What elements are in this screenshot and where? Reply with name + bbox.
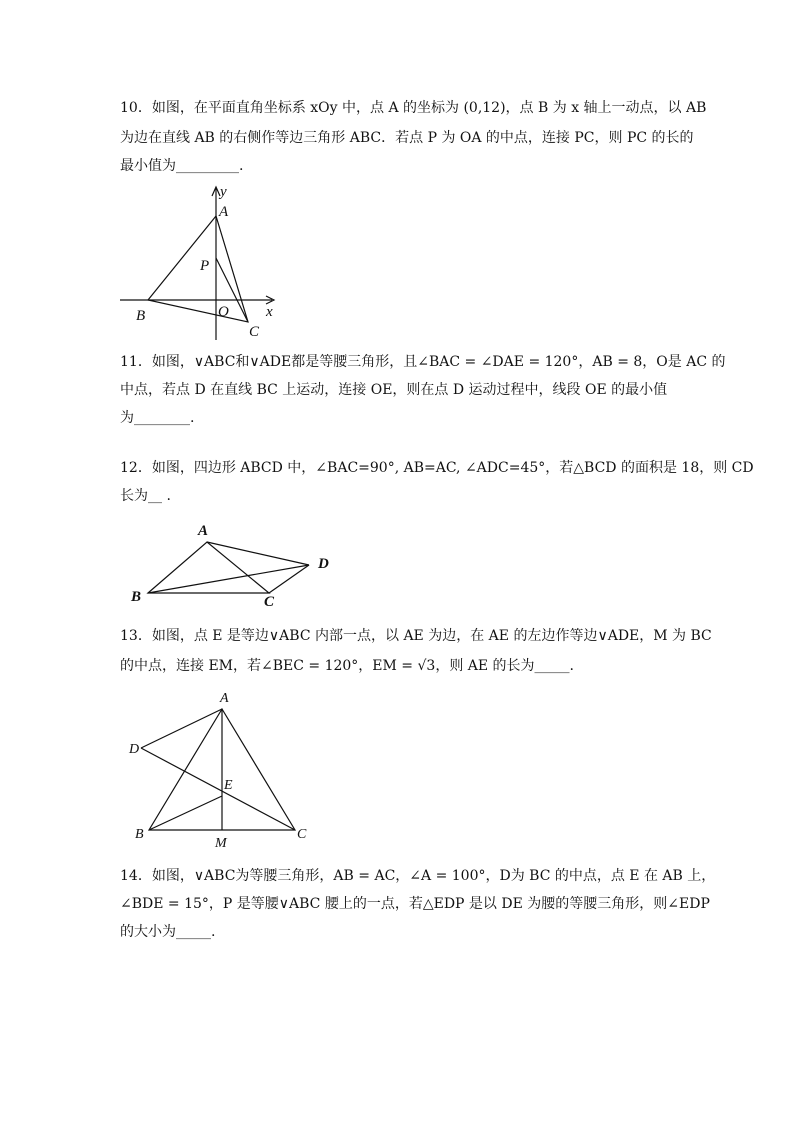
label-b: B [135,827,144,842]
label-c: C [249,324,260,340]
problem-10-line-2: 为边在直线 AB 的右侧作等边三角形 ABC．若点 P 为 OA 的中点，连接 PC，则 PC 的长的 [120,130,694,146]
problem-12-line-1: 12．如图，四边形 ABCD 中，∠BAC=90°, AB=AC, ∠ADC=45°，若△BCD 的面积是 18，则 CD [120,460,754,476]
label-a: A [219,204,229,220]
label-d: D [318,556,329,572]
label-c: C [297,827,307,842]
label-x: x [266,304,273,320]
label-a: A [198,523,209,539]
figure-10-coordinate-diagram [110,182,290,342]
problem-10-line-3: 最小值为_________. [120,158,244,174]
label-e: E [224,778,233,793]
figure-12-quadrilateral [125,518,340,610]
label-o: O [218,304,229,320]
problem-12-line-2: 长为__ . [120,488,171,504]
label-y: y [220,184,227,200]
segment-bd [148,565,309,593]
problem-11-line-2: 中点，若点 D 在直线 BC 上运动，连接 OE，则在点 D 运动过程中，线段 OE 的最小值 [120,382,668,398]
problem-14-line-3: 的大小为_____. [120,924,216,940]
label-c: C [264,594,275,610]
problem-11-line-3: 为________. [120,410,195,426]
label-b: B [136,308,146,324]
triangle-abc [148,542,269,593]
triangle-abc [148,216,248,322]
label-b: B [131,589,142,605]
problem-11-line-1: 11．如图，∨ABC和∨ADE都是等腰三角形，且∠BAC = ∠DAE = 120°，AB = 8，O是 AC 的 [120,354,726,370]
problem-14-line-2: ∠BDE = 15°，P 是等腰∨ABC 腰上的一点，若△EDP 是以 DE 为腰的等腰三角形，则∠EDP [120,896,710,912]
label-m: M [215,836,227,850]
label-p: P [200,258,210,274]
problem-13-line-2: 的中点，连接 EM，若∠BEC = 120°，EM = √3，则 AE 的长为_____. [120,658,575,674]
label-d: D [129,742,140,757]
segment-dc [141,748,295,830]
problem-13-line-1: 13．如图，点 E 是等边∨ABC 内部一点，以 AE 为边，在 AE 的左边作等边∨ADE，M 为 BC [120,628,712,644]
problem-10-line-1: 10．如图，在平面直角坐标系 xOy 中，点 A 的坐标为 (0,12)，点 B 为 x 轴上一动点，以 AB [120,100,707,116]
segment-cd [269,565,309,593]
label-a: A [220,691,229,706]
segment-ad [207,542,309,565]
figure-13-equilateral-triangles [125,688,320,850]
problem-14-line-1: 14．如图，∨ABC为等腰三角形，AB = AC，∠A = 100°，D为 BC 的中点，点 E 在 AB 上， [120,868,716,884]
